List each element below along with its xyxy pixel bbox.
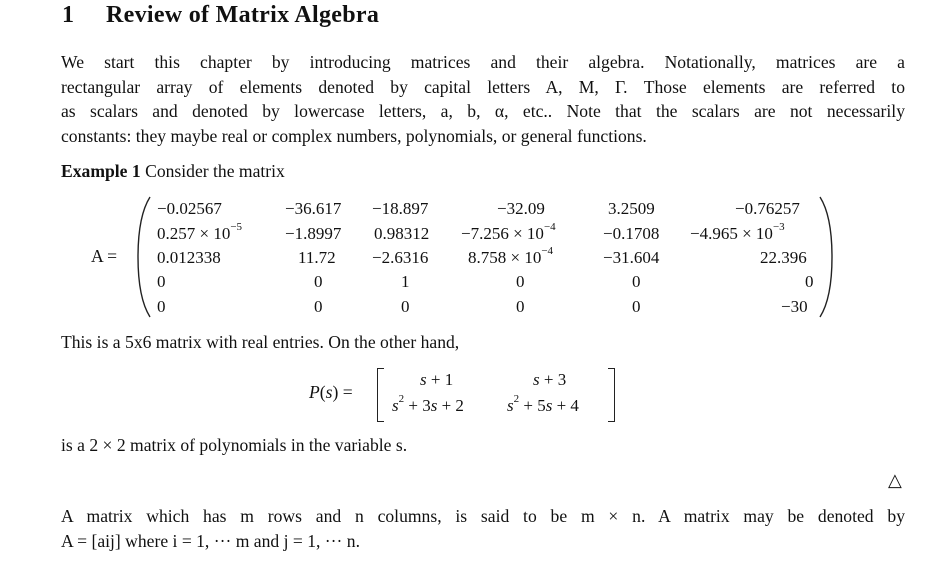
matrix-a-cell: 0 [632,297,641,316]
matrix-a-cell: 0.98312 [374,224,430,243]
intro-paragraph [61,50,905,148]
intro-line-1: We start this chapter by introducing matrices and their algebra. Notationally, matrices are a [61,52,905,72]
after-p-text: is a 2 × 2 matrix of polynomials in the variable s. [61,435,408,455]
end-of-example-triangle-icon: △ [888,470,902,491]
matrix-p-cell: s + 1 [420,370,454,389]
left-paren-icon [136,196,152,318]
matrix-a-cell: 0 [314,272,323,291]
matrix-a-cell: 0 [157,297,166,316]
matrix-a-cell: $-4.965 \times 10^{-3}$ [690,221,785,243]
example-text: Consider the matrix [145,161,285,181]
after-matrix-text: This is a 5x6 matrix with real entries. On the other hand, [61,332,460,352]
matrix-p-label: P(s) = [309,382,353,402]
matrix-a-cell: −30 [781,297,808,316]
matrix-a-cell: −1.8997 [285,224,342,243]
section-heading [62,2,379,29]
matrix-p-cell: $s^2 + 3s + 2$ [392,393,464,415]
closing-paragraph [61,504,905,553]
matrix-a-cell: $0.257 \times 10^{-5}$ [157,221,243,243]
matrix-a-cell: 0 [401,297,410,316]
matrix-a-cell: 1 [401,272,410,291]
intro-line-2: rectangular array of elements denoted by capital letters A, M, Γ. Those elements are referred to [61,76,905,97]
matrix-a-cell: 22.396 [760,248,807,267]
matrix-a-cell: 3.2509 [608,199,655,218]
right-paren-icon [818,196,834,318]
example-heading [61,159,905,184]
intro-line-3: as scalars and denoted by lowercase letters, a, b, α, etc.. Note that the scalars are not necessarily [61,101,905,122]
matrix-a-cell: $-7.256 \times 10^{-4}$ [461,221,556,243]
matrix-a-cell: 0 [516,272,525,291]
matrix-a-cell: 0 [805,272,814,291]
matrix-a-cell: 0 [632,272,641,291]
matrix-a-cell: −31.604 [603,248,660,267]
closing-line-1: A matrix which has m rows and n columns, is said to be m × n. A matrix may be denoted by [61,506,905,526]
matrix-a-cell: $8.758 \times 10^{-4}$ [468,245,554,267]
left-bracket-icon [377,368,384,422]
matrix-a-cell: −2.6316 [372,248,429,267]
example-label: Example 1 [61,161,141,181]
matrix-a-cell: 0 [516,297,525,316]
matrix-p-cell: $s^2 + 5s + 4$ [507,393,579,415]
matrix-a-cell: −0.1708 [603,224,660,243]
matrix-a-cell: 0.012338 [157,248,221,267]
intro-line-4: constants: they maybe real or complex numbers, polynomials, or general functions. [61,125,647,146]
closing-line-2: A = [aij] where i = 1, ··· m and j = 1, ··· n. [61,530,360,551]
matrix-a-cell: 0 [157,272,166,291]
matrix-a-cell: −32.09 [497,199,545,218]
matrix-a-cell: 0 [314,297,323,316]
matrix-a-cell: −18.897 [372,199,429,218]
matrix-a-label: A = [91,246,118,266]
section-number: 1 [62,2,75,28]
right-bracket-icon [608,368,615,422]
matrix-a-cell: −36.617 [285,199,342,218]
section-title: Review of Matrix Algebra [106,2,380,28]
matrix-a-cell: −0.02567 [157,199,222,218]
matrix-p-cell: s + 3 [533,370,567,389]
matrix-a-cell: −0.76257 [735,199,800,218]
matrix-a-cell: 11.72 [298,248,336,267]
